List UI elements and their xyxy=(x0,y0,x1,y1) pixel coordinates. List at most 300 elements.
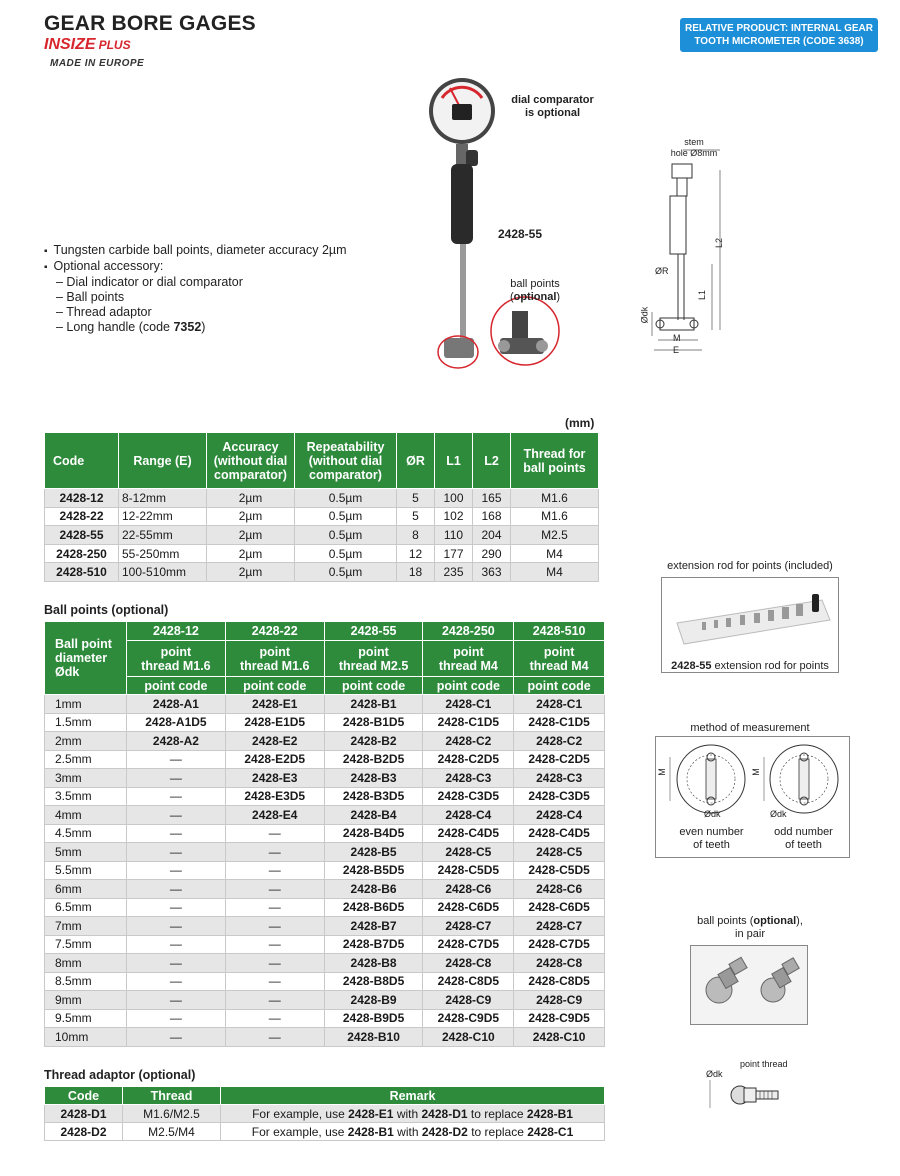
ball-points-line-2: (optional) xyxy=(509,291,561,303)
bp-code-cell: 2428-C3 xyxy=(423,769,514,788)
bp-code-cell: — xyxy=(127,806,226,825)
bp-row xyxy=(45,732,605,751)
ext-rod-title: extension rod for points (included) xyxy=(667,560,833,572)
col-thread-l2: ball points xyxy=(523,460,586,475)
bp-code-cell: 2428-C1 xyxy=(423,695,514,714)
spec-row xyxy=(45,507,599,526)
long-handle-suffix: ) xyxy=(201,320,206,334)
col-gauge: 2428-55 xyxy=(324,622,423,641)
thread-label-line-1: point xyxy=(453,644,484,659)
bp-code-cell: — xyxy=(225,1028,324,1047)
bp-size-cell: 9mm xyxy=(45,991,127,1010)
bp-header-threads xyxy=(45,641,605,677)
col-repeat-l1: Repeatability xyxy=(306,439,385,454)
bp-header-gauges xyxy=(45,622,605,641)
bp-code-cell: 2428-C8D5 xyxy=(423,972,514,991)
spec-cell-l2: 168 xyxy=(473,507,511,526)
bp-code-cell: — xyxy=(127,843,226,862)
spec-cell-r: 12 xyxy=(397,544,435,563)
bp-code-cell: — xyxy=(127,935,226,954)
bp-size-cell: 4.5mm xyxy=(45,824,127,843)
bp-size-cell: 8mm xyxy=(45,954,127,973)
bp-code-cell: — xyxy=(127,1028,226,1047)
spec-row xyxy=(45,526,599,545)
adaptor-thread-cell: M2.5/M4 xyxy=(123,1123,221,1141)
spec-cell-range: 100-510mm xyxy=(119,563,207,582)
brand-name: INSIZE xyxy=(44,36,96,53)
adaptor-remark-cell xyxy=(221,1123,605,1141)
method-panel xyxy=(655,736,850,858)
bp-code-cell: 2428-C6D5 xyxy=(514,898,605,917)
odd-line-2: of teeth xyxy=(785,839,822,851)
adaptor-remark-part: 2428-D1 xyxy=(421,1106,468,1121)
ext-rod-image xyxy=(662,578,838,648)
pair-title-bold: optional xyxy=(753,915,797,927)
col-accuracy-l2: (without dial xyxy=(213,453,288,468)
bp-code-cell: 2428-E3 xyxy=(225,769,324,788)
r-dimension-label: ØR xyxy=(655,266,669,276)
bp-code-cell: 2428-B4D5 xyxy=(324,824,423,843)
adaptor-code-cell: 2428-D1 xyxy=(45,1105,123,1123)
spec-row xyxy=(45,563,599,582)
bp-code-cell: 2428-A1D5 xyxy=(127,713,226,732)
bp-code-cell: — xyxy=(127,880,226,899)
bp-code-cell: 2428-C1D5 xyxy=(423,713,514,732)
spec-cell-repeat: 0.5µm xyxy=(295,489,397,508)
bp-code-cell: 2428-C7D5 xyxy=(514,935,605,954)
bp-code-cell: 2428-C10 xyxy=(514,1028,605,1047)
adaptor-remark-part: to replace xyxy=(467,1106,527,1121)
spec-cell-code: 2428-22 xyxy=(45,507,119,526)
col-point-code: point code xyxy=(423,677,514,695)
bp-code-cell: 2428-B7 xyxy=(324,917,423,936)
bp-code-cell: 2428-C4D5 xyxy=(514,824,605,843)
method-m-even: M xyxy=(656,768,667,776)
col-gauge: 2428-250 xyxy=(423,622,514,641)
bp-code-cell: 2428-C8 xyxy=(514,954,605,973)
thread-label-line-2: thread M1.6 xyxy=(240,658,310,673)
spec-cell-code: 2428-55 xyxy=(45,526,119,545)
col-ball-diameter-line: Ball point xyxy=(55,637,112,651)
related-line-1: RELATIVE PRODUCT: INTERNAL GEAR xyxy=(685,23,873,34)
spec-cell-range: 22-55mm xyxy=(119,526,207,545)
col-thread-label xyxy=(225,641,324,677)
bp-code-cell: 2428-C9D5 xyxy=(514,1009,605,1028)
adaptor-code-cell: 2428-D2 xyxy=(45,1123,123,1141)
spec-cell-code: 2428-250 xyxy=(45,544,119,563)
bp-code-cell: — xyxy=(225,861,324,880)
brand-logo xyxy=(44,36,131,54)
bp-code-cell: 2428-C2 xyxy=(514,732,605,751)
col-ball-diameter xyxy=(45,622,127,695)
spec-cell-r: 8 xyxy=(397,526,435,545)
bp-code-cell: 2428-B9D5 xyxy=(324,1009,423,1028)
bp-code-cell: 2428-C2D5 xyxy=(423,750,514,769)
bp-code-cell: 2428-C3 xyxy=(514,769,605,788)
bp-header-point-code xyxy=(45,677,605,695)
bp-code-cell: — xyxy=(127,787,226,806)
spec-cell-r: 5 xyxy=(397,489,435,508)
bp-row xyxy=(45,843,605,862)
bp-code-cell: — xyxy=(225,954,324,973)
bp-code-cell: 2428-C4 xyxy=(514,806,605,825)
method-title: method of measurement xyxy=(690,722,810,734)
odk-small-label: Ødk xyxy=(706,1069,723,1079)
bp-size-cell: 1.5mm xyxy=(45,713,127,732)
bp-code-cell: 2428-C4D5 xyxy=(423,824,514,843)
bp-code-cell: — xyxy=(127,954,226,973)
bp-code-cell: 2428-B3 xyxy=(324,769,423,788)
bp-code-cell: 2428-C9 xyxy=(514,991,605,1010)
bp-code-cell: — xyxy=(225,972,324,991)
col-gauge: 2428-12 xyxy=(127,622,226,641)
bp-code-cell: — xyxy=(127,991,226,1010)
bp-code-cell: 2428-A2 xyxy=(127,732,226,751)
bp-code-cell: 2428-E1 xyxy=(225,695,324,714)
bp-code-cell: 2428-E4 xyxy=(225,806,324,825)
bp-size-cell: 8.5mm xyxy=(45,972,127,991)
related-line-2: TOOTH MICROMETER (CODE 3638) xyxy=(694,36,864,47)
ext-rod-caption xyxy=(662,660,838,672)
bp-size-cell: 7mm xyxy=(45,917,127,936)
thread-adaptor-table xyxy=(44,1086,605,1141)
bp-code-cell: 2428-B2 xyxy=(324,732,423,751)
adaptor-remark-cell xyxy=(221,1105,605,1123)
bp-row xyxy=(45,769,605,788)
long-handle-code: 7352 xyxy=(173,320,202,334)
bp-code-cell: 2428-B5 xyxy=(324,843,423,862)
col-code: Code xyxy=(45,433,119,489)
l2-dimension-label: L2 xyxy=(714,237,725,249)
col-thread-label xyxy=(127,641,226,677)
bp-row xyxy=(45,787,605,806)
adaptor-remark-part: 2428-D2 xyxy=(421,1124,468,1139)
bp-code-cell: 2428-B3D5 xyxy=(324,787,423,806)
feature-sub-item: – Thread adaptor xyxy=(56,305,152,319)
ball-pair-panel xyxy=(690,945,808,1025)
spec-cell-accuracy: 2µm xyxy=(207,563,295,582)
feature-sub-item: – Dial indicator or dial comparator xyxy=(56,275,243,289)
page-title: GEAR BORE GAGES xyxy=(44,12,256,35)
bp-code-cell: 2428-B1 xyxy=(324,695,423,714)
thread-label-line-2: thread M1.6 xyxy=(141,658,211,673)
bp-code-cell: 2428-B7D5 xyxy=(324,935,423,954)
bp-size-cell: 2mm xyxy=(45,732,127,751)
spec-cell-thread: M4 xyxy=(511,563,599,582)
made-in-label: MADE IN EUROPE xyxy=(50,58,145,69)
bp-size-cell: 3mm xyxy=(45,769,127,788)
col-point-code: point code xyxy=(514,677,605,695)
feature-item: ▪ Tungsten carbide ball points, diameter accuracy 2µm xyxy=(44,243,347,259)
bp-code-cell: 2428-C5D5 xyxy=(423,861,514,880)
thread-label-line-1: point xyxy=(358,644,389,659)
bp-code-cell: 2428-C5 xyxy=(514,843,605,862)
bp-code-cell: 2428-B6 xyxy=(324,880,423,899)
thread-label-line-2: thread M4 xyxy=(438,658,498,673)
bp-size-cell: 6mm xyxy=(45,880,127,899)
bp-row xyxy=(45,750,605,769)
ball-points-line-1: ball points xyxy=(510,278,560,290)
spec-cell-thread: M1.6 xyxy=(511,489,599,508)
even-line-1: even number xyxy=(679,826,744,838)
spec-cell-l1: 102 xyxy=(435,507,473,526)
spec-cell-l2: 204 xyxy=(473,526,511,545)
bp-code-cell: — xyxy=(127,972,226,991)
method-diagram xyxy=(656,737,849,819)
bp-row xyxy=(45,713,605,732)
ball-point-drawing xyxy=(700,1078,790,1112)
spec-cell-repeat: 0.5µm xyxy=(295,544,397,563)
ext-rod-code: 2428-55 xyxy=(671,660,712,672)
col-gauge: 2428-510 xyxy=(514,622,605,641)
long-handle-prefix: – Long handle (code xyxy=(56,320,174,334)
bp-code-cell: — xyxy=(225,1009,324,1028)
thread-label-line-1: point xyxy=(543,644,575,659)
bp-code-cell: 2428-E2 xyxy=(225,732,324,751)
bp-code-cell: 2428-E1D5 xyxy=(225,713,324,732)
feature-item: ▪ Optional accessory: xyxy=(44,259,347,275)
bp-code-cell: — xyxy=(225,917,324,936)
spec-cell-r: 18 xyxy=(397,563,435,582)
ext-rod-panel xyxy=(661,577,839,673)
spec-row xyxy=(45,489,599,508)
bp-code-cell: 2428-C3D5 xyxy=(514,787,605,806)
odk-dimension-label: Ødk xyxy=(639,306,650,324)
col-l2: L2 xyxy=(473,433,511,489)
bp-code-cell: — xyxy=(127,769,226,788)
model-label: 2428-55 xyxy=(497,227,543,241)
col-gauge: 2428-22 xyxy=(225,622,324,641)
bp-code-cell: 2428-B8 xyxy=(324,954,423,973)
pair-title-b: ), xyxy=(796,915,803,927)
thread-label-line-1: point xyxy=(259,644,291,659)
adaptor-remark-part: 2428-C1 xyxy=(527,1124,574,1139)
spec-cell-l1: 177 xyxy=(435,544,473,563)
method-m-odd: M xyxy=(750,768,761,776)
spec-cell-accuracy: 2µm xyxy=(207,507,295,526)
bp-code-cell: 2428-B9 xyxy=(324,991,423,1010)
method-odk-odd: Ødk xyxy=(770,809,787,819)
bp-code-cell: 2428-C5 xyxy=(423,843,514,862)
bp-size-cell: 4mm xyxy=(45,806,127,825)
bp-row xyxy=(45,861,605,880)
bp-size-cell: 6.5mm xyxy=(45,898,127,917)
spec-cell-r: 5 xyxy=(397,507,435,526)
ball-points-section-title: Ball points (optional) xyxy=(44,603,169,617)
bp-code-cell: 2428-C3D5 xyxy=(423,787,514,806)
bp-size-cell: 10mm xyxy=(45,1028,127,1047)
bp-code-cell: — xyxy=(127,861,226,880)
bp-row xyxy=(45,806,605,825)
spec-cell-thread: M4 xyxy=(511,544,599,563)
bp-code-cell: 2428-C6 xyxy=(423,880,514,899)
spec-cell-accuracy: 2µm xyxy=(207,544,295,563)
bp-size-cell: 7.5mm xyxy=(45,935,127,954)
bp-size-cell: 9.5mm xyxy=(45,1009,127,1028)
dial-note-line-2: is optional xyxy=(525,107,580,119)
col-point-code: point code xyxy=(225,677,324,695)
bp-code-cell: 2428-E2D5 xyxy=(225,750,324,769)
feature-list xyxy=(44,243,347,335)
odd-teeth-label xyxy=(756,826,851,852)
bp-code-cell: — xyxy=(225,824,324,843)
bp-code-cell: 2428-C1D5 xyxy=(514,713,605,732)
adaptor-remark-part: 2428-B1 xyxy=(526,1106,573,1121)
bp-code-cell: 2428-B2D5 xyxy=(324,750,423,769)
spec-table-header xyxy=(45,433,599,489)
ball-points-table xyxy=(44,621,605,1047)
thread-label-line-1: point xyxy=(160,644,192,659)
bp-code-cell: — xyxy=(127,750,226,769)
bp-size-cell: 1mm xyxy=(45,695,127,714)
stem-label-line-2: hole Ø8mm xyxy=(670,148,718,158)
bp-code-cell: 2428-C7D5 xyxy=(423,935,514,954)
col-adaptor-remark: Remark xyxy=(221,1087,605,1105)
pair-title xyxy=(655,915,845,941)
bp-code-cell: — xyxy=(225,935,324,954)
bp-code-cell: — xyxy=(127,898,226,917)
bp-row xyxy=(45,991,605,1010)
col-repeatability xyxy=(295,433,397,489)
bp-code-cell: 2428-B6D5 xyxy=(324,898,423,917)
adaptor-remark-part: 2428-E1 xyxy=(348,1106,394,1121)
col-r: ØR xyxy=(397,433,435,489)
spec-cell-l2: 363 xyxy=(473,563,511,582)
m-dimension-label: M xyxy=(673,333,681,343)
bp-code-cell: 2428-C6D5 xyxy=(423,898,514,917)
bp-code-cell: 2428-E3D5 xyxy=(225,787,324,806)
even-line-2: of teeth xyxy=(693,839,730,851)
col-thread-l1: Thread for xyxy=(523,446,586,461)
bp-code-cell: — xyxy=(225,898,324,917)
bp-code-cell: — xyxy=(225,843,324,862)
spec-table xyxy=(44,432,599,582)
col-accuracy-l1: Accuracy xyxy=(222,439,279,454)
col-l1: L1 xyxy=(435,433,473,489)
bp-code-cell: 2428-C9D5 xyxy=(423,1009,514,1028)
bp-code-cell: 2428-C5D5 xyxy=(514,861,605,880)
adaptor-remark-part: with xyxy=(393,1124,422,1139)
col-thread-label xyxy=(324,641,423,677)
spec-cell-repeat: 0.5µm xyxy=(295,507,397,526)
bp-code-cell: — xyxy=(127,1009,226,1028)
bp-row xyxy=(45,880,605,899)
stem-label xyxy=(664,137,724,159)
spec-cell-l2: 165 xyxy=(473,489,511,508)
adaptor-row xyxy=(45,1105,605,1123)
bp-row xyxy=(45,824,605,843)
spec-cell-l1: 100 xyxy=(435,489,473,508)
bp-code-cell: 2428-B8D5 xyxy=(324,972,423,991)
bp-code-cell: 2428-C1 xyxy=(514,695,605,714)
bp-code-cell: 2428-C8D5 xyxy=(514,972,605,991)
adaptor-remark-part: 2428-B1 xyxy=(347,1124,394,1139)
spec-cell-repeat: 0.5µm xyxy=(295,526,397,545)
bp-row xyxy=(45,898,605,917)
col-repeat-l2: (without dial xyxy=(308,453,383,468)
e-dimension-label: E xyxy=(673,345,680,355)
dial-comparator-note xyxy=(500,94,605,120)
bp-size-cell: 2.5mm xyxy=(45,750,127,769)
bp-row xyxy=(45,695,605,714)
thread-label-line-2: thread M4 xyxy=(529,658,589,673)
spec-cell-thread: M2.5 xyxy=(511,526,599,545)
bp-code-cell: 2428-B5D5 xyxy=(324,861,423,880)
bp-code-cell: 2428-B4 xyxy=(324,806,423,825)
spec-cell-l1: 235 xyxy=(435,563,473,582)
col-range: Range (E) xyxy=(119,433,207,489)
bp-code-cell: — xyxy=(225,880,324,899)
bp-code-cell: 2428-C4 xyxy=(423,806,514,825)
col-adaptor-thread: Thread xyxy=(123,1087,221,1105)
related-product-link[interactable] xyxy=(680,18,878,52)
bp-code-cell: 2428-C9 xyxy=(423,991,514,1010)
col-thread-label xyxy=(423,641,514,677)
spec-cell-code: 2428-12 xyxy=(45,489,119,508)
spec-row xyxy=(45,544,599,563)
bp-code-cell: — xyxy=(127,917,226,936)
dial-note-line-1: dial comparator xyxy=(511,94,594,106)
col-thread xyxy=(511,433,599,489)
col-point-code: point code xyxy=(324,677,423,695)
feature-sub-item: – Ball points xyxy=(56,290,125,304)
bp-code-cell: 2428-B10 xyxy=(324,1028,423,1047)
ext-rod-caption-text: extension rod for points xyxy=(711,660,829,672)
spec-cell-code: 2428-510 xyxy=(45,563,119,582)
bp-code-cell: 2428-C6 xyxy=(514,880,605,899)
col-ball-diameter-line: Ødk xyxy=(55,665,80,679)
bp-code-cell: 2428-C8 xyxy=(423,954,514,973)
bp-row xyxy=(45,917,605,936)
adaptor-remark-part: For example, use xyxy=(251,1124,348,1139)
adaptor-thread-cell: M1.6/M2.5 xyxy=(123,1105,221,1123)
spec-cell-l2: 290 xyxy=(473,544,511,563)
col-accuracy-l3: comparator) xyxy=(214,467,287,482)
bp-code-cell: 2428-B1D5 xyxy=(324,713,423,732)
bp-code-cell: 2428-C10 xyxy=(423,1028,514,1047)
spec-cell-range: 55-250mm xyxy=(119,544,207,563)
method-odk-even: Ødk xyxy=(704,809,721,819)
bp-size-cell: 5.5mm xyxy=(45,861,127,880)
col-point-code: point code xyxy=(127,677,226,695)
pair-title-line-2: in pair xyxy=(735,928,765,940)
l1-dimension-label: L1 xyxy=(697,289,708,301)
adaptor-remark-part: to replace xyxy=(467,1124,528,1139)
spec-cell-thread: M1.6 xyxy=(511,507,599,526)
even-teeth-label xyxy=(664,826,759,852)
bp-row xyxy=(45,1009,605,1028)
ball-pair-image xyxy=(691,946,807,1024)
stem-label-line-1: stem xyxy=(684,137,704,147)
bp-size-cell: 3.5mm xyxy=(45,787,127,806)
adaptor-remark-part: For example, use xyxy=(252,1106,349,1121)
pair-title-a: ball points ( xyxy=(697,915,754,927)
odd-line-1: odd number xyxy=(774,826,833,838)
bp-code-cell: 2428-C7 xyxy=(423,917,514,936)
spec-cell-accuracy: 2µm xyxy=(207,489,295,508)
ball-points-optional: optional xyxy=(513,291,557,303)
adaptor-row xyxy=(45,1123,605,1141)
spec-cell-range: 8-12mm xyxy=(119,489,207,508)
unit-label: (mm) xyxy=(565,416,595,430)
pair-title-line-1 xyxy=(655,915,845,928)
feature-sub-item xyxy=(44,320,347,335)
brand-plus: PLUS xyxy=(98,38,131,52)
bp-code-cell: — xyxy=(127,824,226,843)
spec-cell-accuracy: 2µm xyxy=(207,526,295,545)
point-thread-label: point thread xyxy=(740,1059,788,1069)
bp-row xyxy=(45,935,605,954)
